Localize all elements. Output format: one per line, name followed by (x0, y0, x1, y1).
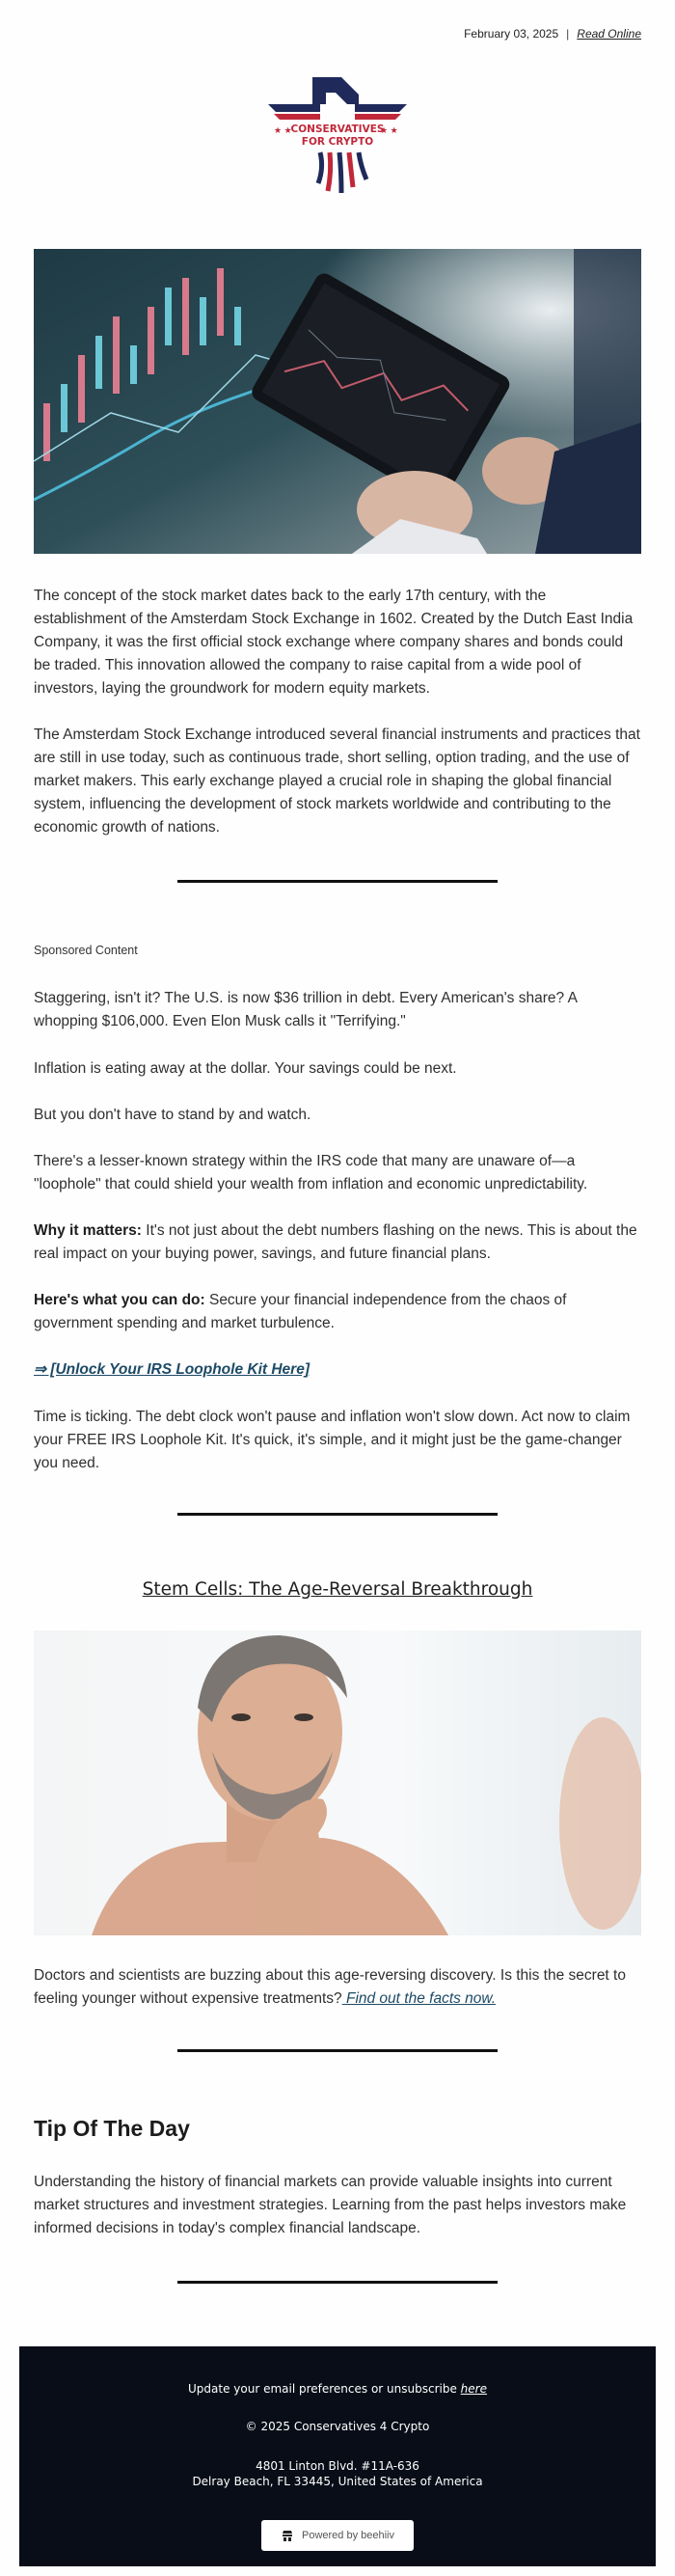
header-bar (464, 26, 641, 41)
svg-text:★ ★: ★ ★ (380, 125, 398, 135)
address-line-1: 4801 Linton Blvd. #11A-636 (256, 2459, 419, 2473)
section-divider (177, 1513, 498, 1516)
section-divider (177, 2281, 498, 2284)
sponsored-paragraph-2: Inflation is eating away at the dollar. Your savings could be next. (34, 1060, 457, 1077)
irs-loophole-kit-link[interactable]: ⇒ [Unlock Your IRS Loophole Kit Here] (34, 1361, 310, 1378)
sponsored-label: Sponsored Content (34, 944, 138, 957)
article-paragraph-2: The Amsterdam Stock Exchange introduced several financial instruments and practices that are still in use today, such as continuous trade, short selling, option trading, and the use of market makers. This early exchange played a crucial role in shaping the global financial system, influencing the development of stock markets worldwide and contributing to the economic growth of nations. (34, 726, 640, 836)
email-preferences-line (19, 2382, 656, 2396)
copyright-text: © 2025 Conservatives 4 Crypto (245, 2420, 430, 2433)
why-it-matters-text: It's not just about the debt numbers flashing on the news. This is about the real impact on your buying power, savings, and future financial plans. (34, 1222, 637, 1262)
section-divider (177, 880, 498, 883)
article-paragraph-1: The concept of the stock market dates back to the early 17th century, with the establishment of the Amsterdam Stock Exchange in 1602. Created by the Dutch East India Company, it was the first official stock exchange where company shares and bonds could be traded. This innovation allowed the company to raise capital from a wide pool of investors, laying the groundwork for modern equity markets. (34, 588, 634, 697)
footer (19, 2346, 656, 2566)
svg-text:★ ★: ★ ★ (274, 125, 292, 135)
logo-line-2: FOR CRYPTO (301, 136, 374, 148)
stem-cells-text: Doctors and scientists are buzzing about this age-reversing discovery. Is this the secret to feeling younger without expensive treatments? (34, 1967, 626, 2007)
conservatives-for-crypto-logo (266, 75, 409, 197)
sponsored-paragraph-1: Staggering, isn't it? The U.S. is now $36 trillion in debt. Every American's share? A whopping $106,000. Even Elon Musk calls it "Terrifying." (34, 990, 578, 1029)
sponsored-closing-paragraph: Time is ticking. The debt clock won't pause and inflation won't slow down. Act now to claim your FREE IRS Loophole Kit. It's quick, it's simple, and it might just be the game-changer you need. (34, 1409, 631, 1471)
stock-market-tablet-image (34, 249, 641, 554)
man-touching-face-image (34, 1631, 641, 1935)
powered-by-text: Powered by beehiiv (301, 2530, 394, 2541)
read-online-link[interactable]: Read Online (577, 27, 641, 41)
why-it-matters-label: Why it matters: (34, 1222, 142, 1239)
sponsored-paragraph-4: There's a lesser-known strategy within the IRS code that many are unaware of—a "loophole" that could shield your wealth from inflation and economic unpredictability. (34, 1153, 588, 1192)
logo-line-1: CONSERVATIVES (290, 123, 385, 135)
email-preferences-text: Update your email preferences or unsubscribe (188, 2382, 461, 2396)
what-you-can-do-label: Here's what you can do: (34, 1292, 205, 1308)
unsubscribe-here-link[interactable]: here (460, 2382, 487, 2396)
find-out-facts-link[interactable]: Find out the facts now. (341, 1990, 497, 2007)
tip-of-the-day-heading: Tip Of The Day (34, 2116, 190, 2141)
issue-date: February 03, 2025 (464, 27, 559, 41)
stem-cells-paragraph (34, 1964, 641, 2011)
what-you-can-do-paragraph (34, 1289, 641, 1335)
what-you-can-do-text: Secure your financial independence from the chaos of government spending and market turbulence. (34, 1292, 567, 1331)
sponsored-paragraph-3: But you don't have to stand by and watch. (34, 1107, 311, 1123)
section-divider (177, 2049, 498, 2052)
powered-by-beehiiv-badge[interactable] (261, 2520, 414, 2551)
why-it-matters-paragraph (34, 1219, 641, 1266)
beehiiv-icon (281, 2529, 294, 2542)
tip-of-the-day-text: Understanding the history of financial markets can provide valuable insights into current market structures and investment strategies. Learning from the past helps investors make informed decisions in today's complex financial landscape. (34, 2174, 627, 2236)
header-separator: | (566, 27, 570, 41)
stem-cells-headline-link[interactable]: Stem Cells: The Age-Reversal Breakthrough (142, 1579, 533, 1600)
address-line-2: Delray Beach, FL 33445, United States of America (192, 2475, 483, 2488)
